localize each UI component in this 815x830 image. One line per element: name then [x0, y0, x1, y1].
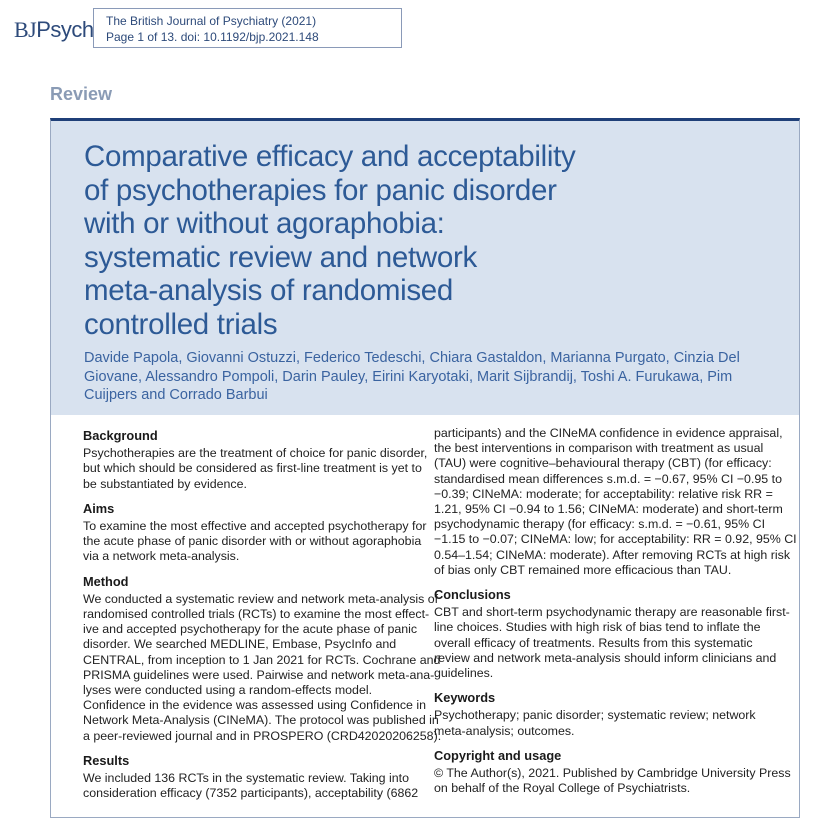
aims-section	[83, 500, 427, 565]
citation-box	[93, 8, 402, 48]
citation-page-doi: Page 1 of 13. doi: 10.1192/bjp.2021.148	[106, 30, 319, 44]
text-line: standardised mean differences s.m.d. = −0.67, 95% CI −0.95 to	[434, 471, 782, 486]
logo-bj: BJ	[14, 17, 37, 42]
text-line: © The Author(s), 2021. Published by Cambridge University Press	[434, 766, 791, 781]
background-section	[83, 428, 428, 492]
text-line: PRISMA guidelines were used. Pairwise and network meta-ana-	[83, 667, 435, 682]
text-line: Psychotherapy; panic disorder; systematic review; network	[434, 708, 756, 723]
text-line: participants) and the CINeMA confidence in evidence appraisal,	[434, 426, 783, 440]
text-line: review and network meta-analysis should inform clinicians and	[434, 650, 777, 665]
text-line: on behalf of the Royal College of Psychiatrists.	[434, 781, 691, 796]
title-line: of psychotherapies for panic disorder	[84, 173, 557, 207]
text-line: consideration efficacy (7352 participants), acceptability (6862	[83, 786, 419, 801]
text-line: To examine the most effective and accepted psychotherapy for	[83, 519, 427, 534]
text-line: −1.15 to −0.07; CINeMA: low; for acceptability: RR = 0.92, 95% CI	[434, 532, 797, 547]
copyright-section	[434, 747, 791, 797]
text-line: the acute phase of panic disorder with or without agoraphobia	[83, 534, 422, 549]
text-line: 1.21, 95% CI −0.94 to 1.56; CINeMA: moderate) and short-term	[434, 502, 783, 517]
title-line: systematic review and network	[84, 240, 477, 274]
keywords-heading: Keywords	[434, 690, 496, 706]
text-line: a peer-reviewed journal and in PROSPERO (CRD42020206258).	[83, 728, 442, 743]
keywords-section	[434, 690, 774, 739]
abstract-left-column	[83, 428, 442, 810]
text-line: overall efficacy of treatments. Results from this systematic	[434, 635, 753, 650]
text-line: Network Meta-Analysis (CINeMA). The protocol was published in	[83, 713, 439, 728]
title-line: with or without agoraphobia:	[84, 207, 445, 240]
text-line: of bias only CBT remained more efficacious than TAU.	[434, 562, 732, 577]
results-heading: Results	[83, 752, 130, 768]
aims-heading: Aims	[83, 500, 115, 516]
text-line: We conducted a systematic review and network meta-analysis of	[83, 591, 439, 606]
text-line: psychodynamic therapy (for efficacy: s.m.d. = −0.61, 95% CI	[434, 517, 766, 532]
text-line: Psychotherapies are the treatment of choice for panic disorder,	[83, 446, 428, 461]
abstract-right-column	[434, 426, 797, 805]
method-heading: Method	[83, 573, 129, 589]
journal-logo	[14, 17, 94, 43]
text-line: (TAU) were cognitive–behavioural therapy (CBT) (for efficacy:	[434, 456, 772, 471]
text-line: ive and accepted psychotherapy for the acute phase of panic	[83, 622, 418, 637]
copyright-heading: Copyright and usage	[434, 747, 562, 763]
title-line: Comparative efficacy and acceptability	[84, 140, 576, 173]
text-line: via a network meta-analysis.	[83, 549, 240, 564]
section-label: Review	[50, 84, 113, 104]
results-section	[83, 753, 418, 802]
article-title	[84, 140, 644, 341]
author-list: Davide Papola, Giovanni Ostuzzi, Federico Tedeschi, Chiara Gastaldon, Marianna Purgato, Cinzia Del Giovane, Alessandro Pompoli, Darin Pauley, Eirini Karyotaki, Marit Sijbrandij, Toshi A. Furukawa, Pim Cuijpers and Corrado Barbui	[84, 350, 740, 403]
text-line: be substantiated by evidence.	[83, 476, 247, 491]
method-section	[83, 573, 442, 744]
conclusions-heading: Conclusions	[434, 587, 511, 603]
text-line: CENTRAL, from inception to 1 Jan 2021 for RCTs. Cochrane and	[83, 652, 441, 667]
text-line: CBT and short-term psychodynamic therapy are reasonable first-	[434, 605, 790, 620]
text-line: We included 136 RCTs in the systematic review. Taking into	[83, 771, 409, 786]
background-heading: Background	[83, 428, 158, 443]
text-line: 0.54–1.54; CINeMA: moderate). After removing RCTs at high risk	[434, 547, 791, 562]
citation-journal: The British Journal of Psychiatry (2021)	[106, 14, 317, 28]
text-line: guidelines.	[434, 666, 494, 681]
text-line: meta-analysis; outcomes.	[434, 723, 575, 738]
text-line: line choices. Studies with high risk of bias tend to inflate the	[434, 620, 761, 635]
title-line: controlled trials	[84, 307, 278, 341]
results-continued	[434, 426, 797, 578]
text-line: disorder. We searched MEDLINE, Embase, PsycInfo and	[83, 637, 397, 652]
title-line: meta-analysis of randomised	[84, 274, 454, 307]
text-line: −0.39; CINeMA: moderate; for acceptability: relative risk RR =	[434, 486, 773, 501]
conclusions-section	[434, 587, 790, 681]
text-line: Confidence in the evidence was assessed using Confidence in	[83, 698, 427, 713]
text-line: the best interventions in comparison with treatment as usual	[434, 441, 764, 456]
logo-psych: Psych	[36, 17, 94, 42]
text-line: randomised controlled trials (RCTs) to examine the most effect-	[83, 607, 430, 622]
text-line: lyses were conducted using a random-effects model.	[83, 683, 373, 698]
text-line: but which should be considered as first-line treatment is yet to	[83, 461, 422, 476]
